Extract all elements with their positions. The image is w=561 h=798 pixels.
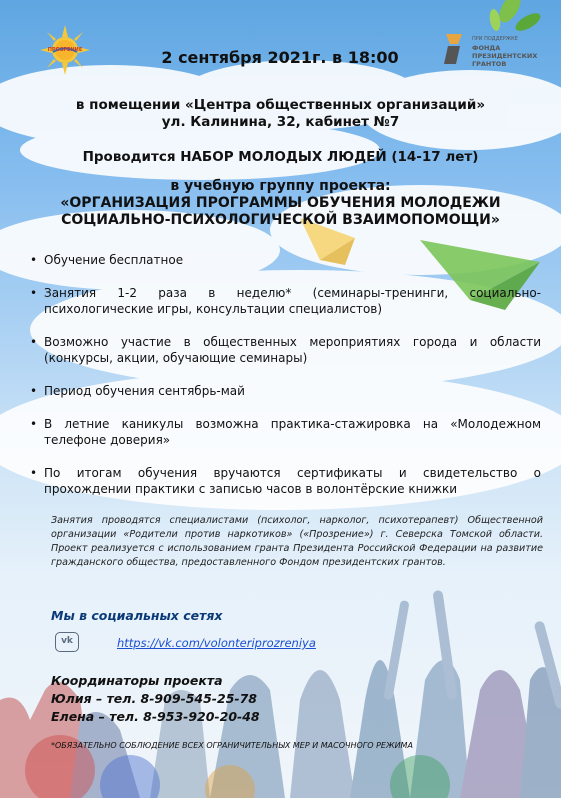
address-line: ул. Калинина, 32, кабинет №7 (161, 114, 400, 130)
list-item: • Обучение бесплатное (30, 253, 184, 267)
fund-mark-icon (442, 34, 466, 64)
fund-name: ФОНДА ПРЕЗИДЕНТСКИХ ГРАНТОВ (472, 44, 538, 68)
venue (20, 97, 541, 131)
benefits-list (30, 252, 541, 497)
group-line: в учебную группу проекта: (170, 178, 391, 194)
fund-logo (442, 34, 552, 90)
footnote: *ОБЯЗАТЕЛЬНО СОБЛЮДЕНИЕ ВСЕХ ОГРАНИЧИТЕЛЬНЫХ МЕР И МАСОЧНОГО РЕЖИМА (51, 741, 413, 750)
venue-line: в помещении «Центра общественных организаций» (75, 97, 486, 113)
list-item: • Занятия 1-2 раза в неделю* (семинары-тренинги, социально-психологические игры, консультации специалистов) (30, 286, 541, 316)
vk-link[interactable]: https://vk.com/volonteriprozreniya (117, 636, 316, 650)
coordinator-1: Юлия – тел. 8-909-545-25-78 (51, 691, 257, 706)
project-title (20, 178, 541, 229)
project-line-2: СОЦИАЛЬНО-ПСИХОЛОГИЧЕСКОЙ ВЗАИМОПОМОЩИ» (61, 212, 500, 228)
project-line-1: «ОРГАНИЗАЦИЯ ПРОГРАММЫ ОБУЧЕНИЯ МОЛОДЕЖИ (60, 195, 501, 211)
recruit-line: Проводится НАБОР МОЛОДЫХ ЛЮДЕЙ (14-17 лет) (82, 149, 479, 165)
list-item: • В летние каникулы возможна практика-стажировка на «Молодежном телефоне доверия» (30, 417, 541, 447)
fund-support-label: ПРИ ПОДДЕРЖКЕ (472, 36, 518, 42)
project-note: Занятия проводятся специалистами (психолог, нарколог, психотерапевт) Общественной организации «Родители против наркотиков» («Прозрение») г. Северска Томской области. Проект реализуется с использованием гранта Президента Российской Федерации на развитие гражданского общества, предоставленного Фондом президентских грантов. (51, 515, 543, 568)
social-title: Мы в социальных сетях (51, 608, 223, 623)
coordinators (51, 672, 260, 726)
coordinators-title: Координаторы проекта (51, 673, 223, 688)
list-item: • Возможно участие в общественных мероприятиях города и области (конкурсы, акции, обучающие семинары) (30, 335, 541, 365)
coordinator-2: Елена – тел. 8-953-920-20-48 (51, 709, 260, 724)
list-item: • По итогам обучения вручаются сертификаты и свидетельство о прохождении практики с записью часов в волонтёрские книжки (30, 466, 541, 496)
vk-icon[interactable]: vk (55, 632, 79, 652)
list-item: • Период обучения сентябрь-май (30, 384, 245, 398)
logo-text: ПРОЗРЕНИЕ (47, 47, 83, 53)
event-date: 2 сентября 2021г. в 18:00 (161, 48, 399, 67)
